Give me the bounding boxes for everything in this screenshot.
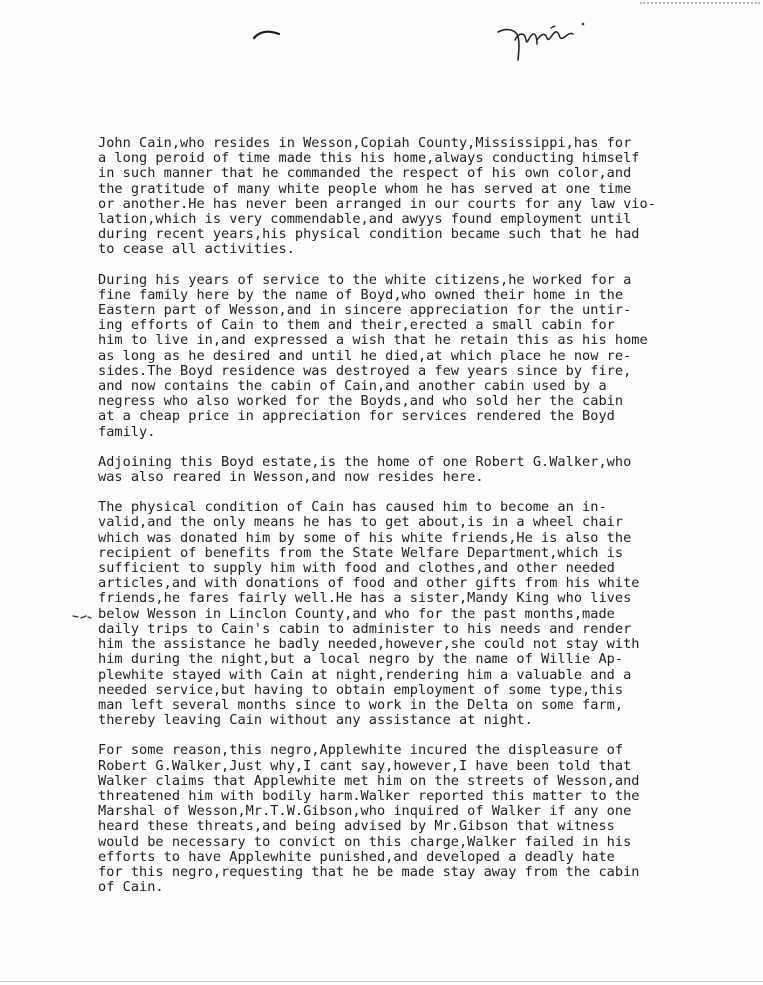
text-line: man left several months since to work in the Delta on some farm, (98, 696, 624, 713)
text-line: Marshal of Wesson,Mr.T.W.Gibson,who inquired of Walker if any one (98, 803, 632, 820)
text-line: During his years of service to the white citizens,he worked for a (98, 271, 632, 288)
text-line: Eastern part of Wesson,and in sincere appreciation for the untir- (98, 302, 632, 319)
text-line: for this negro,requesting that he be made stay away from the cabin (98, 863, 640, 880)
pen-stroke-mark (252, 28, 282, 42)
text-line: plewhite stayed with Cain at night,rendering him a valuable and a (98, 666, 632, 683)
text-line: the gratitude of many white people whom he has served at one time (98, 180, 632, 197)
text-line: articles,and with donations of food and other gifts from his white (98, 575, 640, 592)
text-line: would be necessary to convict on this charge,Walker failed in his (98, 833, 632, 850)
text-line: ing efforts of Cain to them and their,erected a small cabin for (98, 317, 615, 334)
text-line: needed service,but having to obtain employment of some type,this (98, 681, 624, 698)
text-line: as long as he desired and until he died,at which place he now re- (98, 347, 632, 364)
text-line: and now contains the cabin of Cain,and another cabin used by a (98, 378, 607, 395)
text-line: of Cain. (98, 879, 164, 896)
text-line: during recent years,his physical condition became such that he had (98, 226, 640, 243)
text-line: him to live in,and expressed a wish that he retain this as his home (98, 332, 648, 349)
top-edge-dots (640, 2, 760, 6)
typed-letter-body (98, 136, 718, 910)
text-line: heard these threats,and being advised by Mr.Gibson that witness (98, 818, 615, 835)
paragraph (98, 455, 718, 485)
text-line: threatened him with bodily harm.Walker reported this matter to the (98, 787, 640, 804)
text-line: negress who also worked for the Boyds,and who sold her the cabin (98, 393, 624, 410)
text-line: at a cheap price in appreciation for services rendered the Boyd (98, 408, 615, 425)
text-line: friends,he fares fairly well.He has a sister,Mandy King who lives (98, 590, 632, 607)
text-line: Adjoining this Boyd estate,is the home of one Robert G.Walker,who (98, 453, 632, 470)
text-line: or another.He has never been arranged in our courts for any law vio- (98, 195, 656, 212)
text-line: below Wesson in Linclon County,and who for the past months,made (98, 605, 615, 622)
text-line: in such manner that he commanded the respect of his own color,and (98, 165, 632, 182)
text-line: him the assistance he badly needed,however,she could not stay with (98, 636, 640, 653)
text-line: thereby leaving Cain without any assistance at night. (98, 712, 533, 729)
paragraph (98, 136, 718, 258)
text-line: efforts to have Applewhite punished,and developed a deadly hate (98, 848, 615, 865)
text-line: sides.The Boyd residence was destroyed a few years since by fire, (98, 362, 632, 379)
bottom-edge-rule (0, 981, 763, 982)
paragraph (98, 273, 718, 440)
text-line: The physical condition of Cain has caused him to become an in- (98, 499, 607, 516)
text-line: daily trips to Cain's cabin to administer to his needs and render (98, 620, 632, 637)
paragraph (98, 500, 718, 728)
text-line: fine family here by the name of Boyd,who owned their home in the (98, 286, 624, 303)
paragraph (98, 743, 718, 895)
text-line: to cease all activities. (98, 241, 295, 258)
text-line: was also reared in Wesson,and now resides here. (98, 469, 484, 486)
text-line: sufficient to supply him with food and clothes,and other needed (98, 560, 615, 577)
text-line: valid,and the only means he has to get about,is in a wheel chair (98, 514, 624, 531)
text-line: recipient of benefits from the State Welfare Department,which is (98, 544, 624, 561)
text-line: which was donated him by some of his white friends,He is also the (98, 529, 632, 546)
text-line: a long peroid of time made this his home,always conducting himself (98, 150, 640, 167)
margin-dash-mark (72, 612, 92, 622)
text-line: Robert G.Walker,Just why,I cant say,however,I have been told that (98, 757, 632, 774)
text-line: For some reason,this negro,Applewhite incured the displeasure of (98, 742, 624, 759)
text-line: him during the night,but a local negro by the name of Willie Ap- (98, 651, 624, 668)
text-line: family. (98, 423, 156, 440)
text-line: lation,which is very commendable,and awyys found employment until (98, 211, 632, 228)
handwritten-initials-mark (495, 18, 590, 66)
text-line: Walker claims that Applewhite met him on the streets of Wesson,and (98, 772, 640, 789)
text-line: John Cain,who resides in Wesson,Copiah County,Mississippi,has for (98, 135, 632, 151)
